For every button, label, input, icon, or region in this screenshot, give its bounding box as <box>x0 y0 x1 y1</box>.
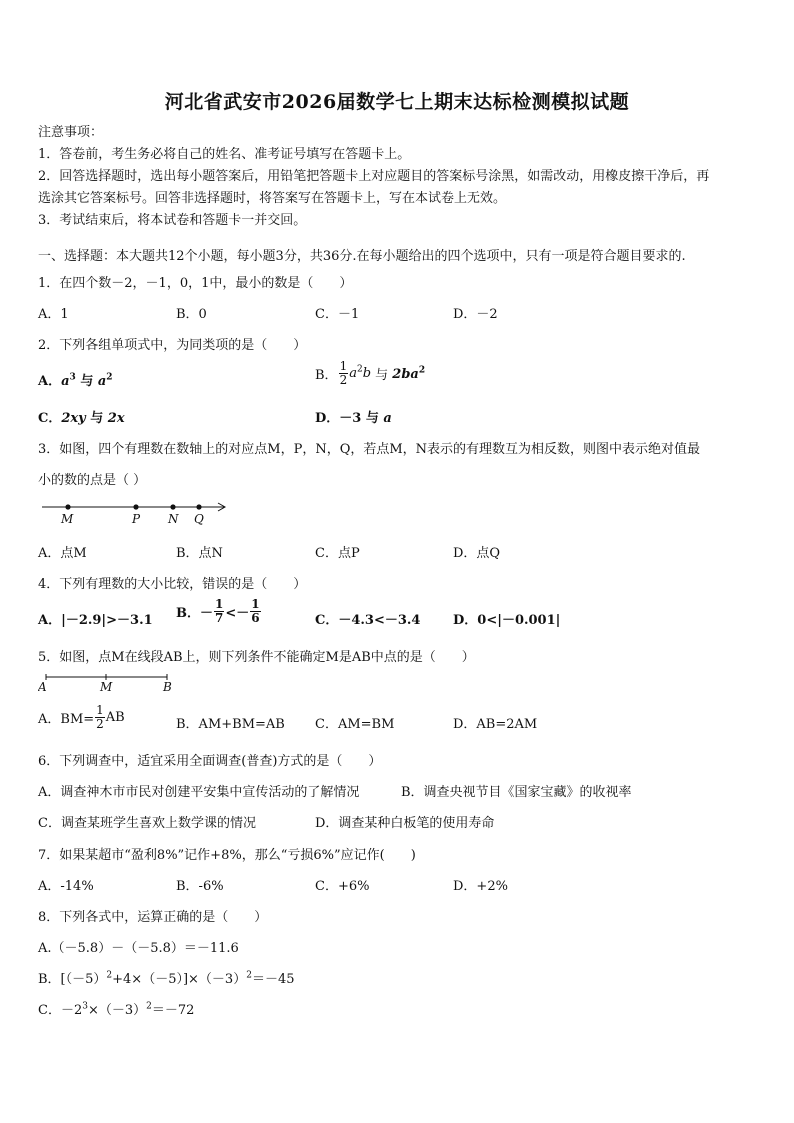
q8-option-a: A.（－5.8）－（－5.8）＝－11.6 <box>38 941 239 956</box>
q1-option-c: C．－1 <box>315 307 360 322</box>
q7-option-a: A．-14% <box>38 879 94 894</box>
q5-option-a: A．BM= $\frac{1}{2}$ AB <box>38 703 125 731</box>
q7-stem: 7．如果某超市“盈利8%”记作+8%，那么“亏损6%”应记作( ) <box>38 848 416 863</box>
point-n <box>170 504 175 509</box>
q1-stem: 1．在四个数－2，－1，0，1中，最小的数是（ ） <box>38 276 353 291</box>
q3-stem-line-2: 小的数的点是（ ） <box>38 473 147 488</box>
q1-option-d: D．－2 <box>453 307 498 322</box>
number-line-figure <box>38 498 238 528</box>
label-b: B <box>163 680 172 694</box>
q2-option-a: A．$a^3$ 与 $a^2$ <box>38 372 113 389</box>
q4-option-c: C．－4.3<－3.4 <box>315 613 421 628</box>
label-m: M <box>100 680 113 694</box>
q2-option-d: D．－3 与 a <box>315 411 392 426</box>
q8-stem: 8．下列各式中，运算正确的是（ ） <box>38 910 268 925</box>
label-p: P <box>132 512 141 526</box>
q5-stem: 5．如图，点M在线段AB上，则下列条件不能确定M是AB中点的是（ ） <box>38 650 475 665</box>
note-1: 1．答卷前，考生务必将自己的姓名、准考证号填写在答题卡上。 <box>38 147 411 162</box>
note-3: 3．考试结束后，将本试卷和答题卡一并交回。 <box>38 213 307 228</box>
q3-option-c: C．点P <box>315 546 360 561</box>
label-n: N <box>168 512 179 526</box>
q4-b-fraction-1: $\frac{1}{7}$ <box>215 597 224 625</box>
section-heading: 一、选择题：本大题共12个小题，每小题3分，共36分.在每小题给出的四个选项中，只有一项是符合题目要求的. <box>38 249 686 264</box>
q8-option-b: B．$[(-5)^2+4\times(-5)]\times(-3)^2=-45$ <box>38 970 295 987</box>
q2-option-c: C．2xy 与 2x <box>38 411 125 426</box>
q6-option-d: D．调查某种白板笔的使用寿命 <box>315 816 495 831</box>
label-m: M <box>61 512 74 526</box>
q7-option-b: B．-6% <box>176 879 224 894</box>
point-p <box>133 504 138 509</box>
q4-option-d: D．0<|－0.001| <box>453 613 561 628</box>
q2-option-b: B． $\frac{1}{2}$ $a^2b$ 与 $2ba^2$ <box>315 359 426 387</box>
q3-option-a: A．点M <box>38 546 87 561</box>
q5-a-fraction: $\frac{1}{2}$ <box>96 703 104 731</box>
segment-figure <box>38 672 178 694</box>
q6-option-b: B．调查央视节目《国家宝藏》的收视率 <box>401 785 632 800</box>
page-title: 河北省武安市2026届数学七上期末达标检测模拟试题 <box>164 91 630 113</box>
q3-stem-line-1: 3．如图，四个有理数在数轴上的对应点M，P，N，Q，若点M，N表示的有理数互为相反数，则图中表示绝对值最 <box>38 442 701 457</box>
q3-option-b: B．点N <box>176 546 223 561</box>
note-2-line-1: 2．回答选择题时，选出每小题答案后，用铅笔把答题卡上对应题目的答案标号涂黑，如需改动，用橡皮擦干净后，再 <box>38 169 710 184</box>
q6-stem: 6．下列调查中，适宜采用全面调查(普查)方式的是（ ） <box>38 754 382 769</box>
q1-option-b: B．0 <box>176 307 207 322</box>
q4-stem: 4．下列有理数的大小比较，错误的是（ ） <box>38 577 307 592</box>
q3-option-d: D．点Q <box>453 546 501 561</box>
q4-b-fraction-2: $\frac{1}{6}$ <box>251 597 260 625</box>
q5-option-c: C．AM=BM <box>315 717 395 732</box>
q4-option-a: A．|－2.9|>－3.1 <box>38 613 153 628</box>
q4-option-b: B．－ $\frac{1}{7}$ <－ $\frac{1}{6}$ <box>176 597 260 625</box>
note-2-line-2: 选涂其它答案标号。回答非选择题时，将答案写在答题卡上，写在本试卷上无效。 <box>38 191 507 206</box>
point-q <box>196 504 201 509</box>
q7-option-d: D．+2% <box>453 879 508 894</box>
notes-heading: 注意事项： <box>38 125 104 140</box>
q6-option-c: C．调查某班学生喜欢上数学课的情况 <box>38 816 256 831</box>
q1-option-a: A．1 <box>38 307 69 322</box>
q5-option-d: D．AB=2AM <box>453 717 538 732</box>
q2-b-fraction: $\frac{1}{2}$ <box>339 359 348 387</box>
label-q: Q <box>194 512 204 526</box>
q6-option-a: A．调查神木市市民对创建平安集中宣传活动的了解情况 <box>38 785 360 800</box>
q2-stem: 2．下列各组单项式中，为同类项的是（ ） <box>38 338 307 353</box>
q5-option-b: B．AM+BM=AB <box>176 717 285 732</box>
point-m <box>65 504 70 509</box>
label-a: A <box>38 680 47 694</box>
q7-option-c: C．+6% <box>315 879 370 894</box>
q8-option-c: C．$-2^3\times(-3)^2=-72$ <box>38 1001 195 1018</box>
